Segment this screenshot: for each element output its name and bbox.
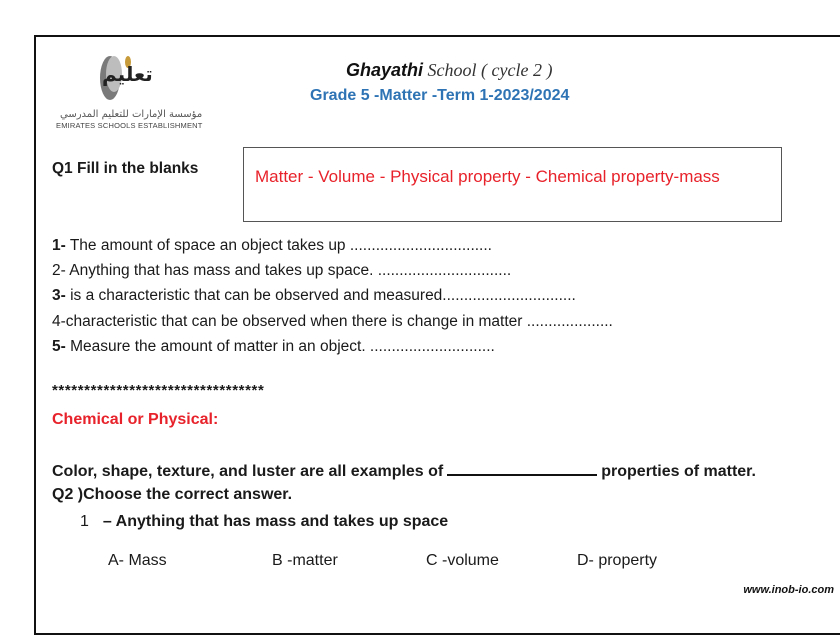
item-text: The amount of space an object takes up ................................. bbox=[65, 237, 492, 254]
q1-item-5 bbox=[52, 338, 495, 356]
q1-item-2 bbox=[52, 262, 511, 280]
statement-after: properties of matter. bbox=[601, 463, 756, 480]
q2-title: Q2 )Choose the correct answer. bbox=[52, 486, 293, 503]
school-suffix: School ( cycle 2 ) bbox=[423, 60, 553, 80]
section-heading: Chemical or Physical: bbox=[52, 411, 219, 428]
statement-before: Color, shape, texture, and luster are all examples of bbox=[52, 463, 444, 480]
watermark: www.inob-io.com bbox=[743, 584, 834, 596]
logo-arabic-word: تعليم bbox=[102, 62, 153, 86]
option-b[interactable]: B -matter bbox=[272, 552, 338, 569]
item-number: 3- bbox=[52, 287, 66, 304]
item-text: characteristic that can be observed when there is change in matter .................... bbox=[65, 313, 613, 330]
item-text: Anything that has mass and takes up space. ............................... bbox=[65, 262, 512, 279]
word-bank: Matter - Volume - Physical property - Chemical property-mass bbox=[255, 167, 720, 186]
q1-item-4 bbox=[52, 313, 613, 331]
q1-item-1 bbox=[52, 237, 492, 255]
q1-title: Q1 Fill in the blanks bbox=[52, 160, 199, 177]
grade-line: Grade 5 -Matter -Term 1-2023/2024 bbox=[310, 87, 570, 104]
school-name: Ghayathi bbox=[346, 60, 424, 80]
logo-arabic-subtitle: مؤسسة الإمارات للتعليم المدرسي bbox=[60, 109, 203, 120]
item-number: 2- bbox=[52, 262, 66, 279]
item-text: Measure the amount of matter in an object. ............................. bbox=[65, 338, 495, 355]
option-c[interactable]: C -volume bbox=[426, 552, 499, 569]
item-number: 1- bbox=[52, 237, 66, 254]
question-number: 1 bbox=[80, 513, 89, 530]
option-d[interactable]: D- property bbox=[577, 552, 658, 569]
item-number: 5- bbox=[52, 338, 66, 355]
item-number: 4- bbox=[52, 313, 66, 330]
item-text: is a characteristic that can be observed and measured............................... bbox=[65, 287, 576, 304]
question-text: – Anything that has mass and takes up space bbox=[102, 513, 449, 530]
word-bank-box bbox=[243, 147, 782, 222]
q1-item-3 bbox=[52, 287, 576, 305]
q2-question-1 bbox=[80, 513, 448, 531]
fill-statement bbox=[52, 460, 756, 481]
school-title bbox=[346, 60, 552, 81]
option-a[interactable]: A- Mass bbox=[108, 552, 167, 569]
answer-blank[interactable] bbox=[447, 460, 597, 476]
star-separator: ********************************* bbox=[52, 382, 265, 399]
logo-english-subtitle: EMIRATES SCHOOLS ESTABLISHMENT bbox=[56, 121, 203, 130]
